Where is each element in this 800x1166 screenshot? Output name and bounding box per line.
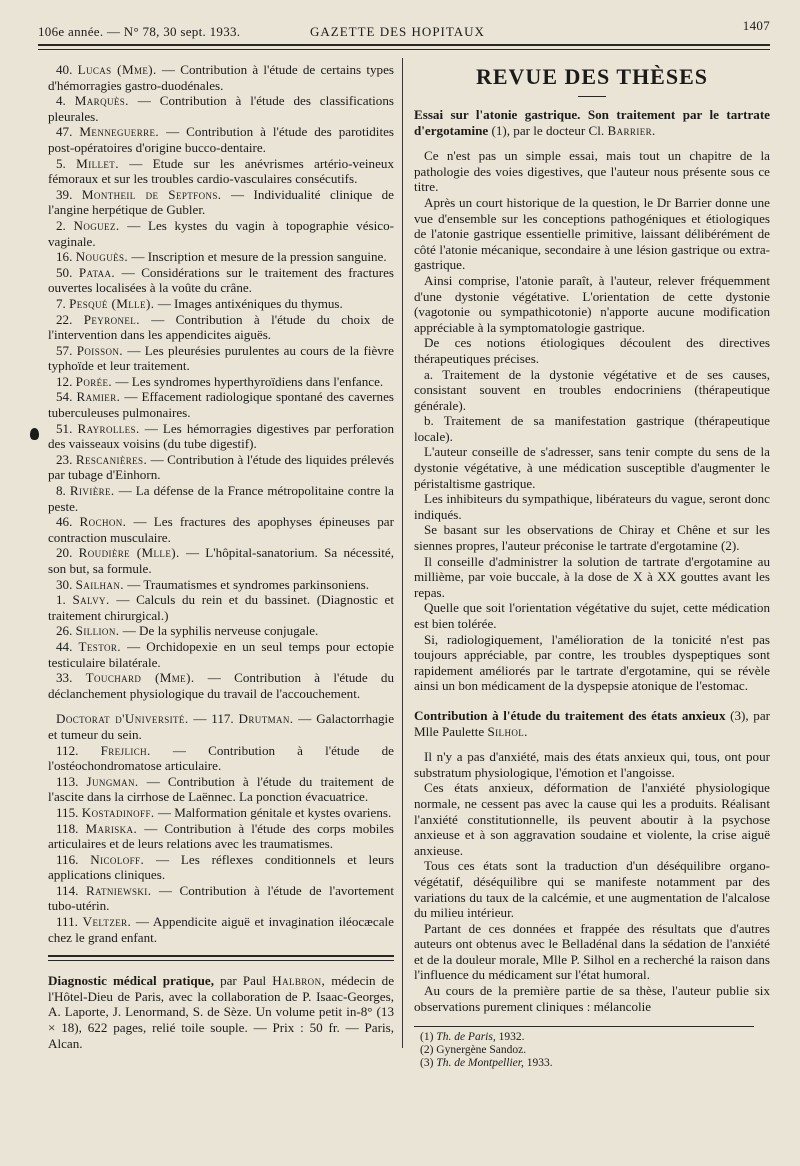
entry-author: Montheil de Septfons. <box>81 186 222 202</box>
column-divider <box>402 58 403 1048</box>
entry-author: Mariska. <box>85 820 138 836</box>
entry-title: — Individualité clinique de l'angine herpétique de Gubler. <box>48 186 394 218</box>
pointing-hand-icon <box>30 428 39 440</box>
issue-info: 106e année. — N° 78, 30 sept. 1933. <box>38 24 241 39</box>
entry-title: — Contribution à l'étude du déclanchement physiologique du travail de l'accouchement. <box>48 670 395 701</box>
list-item <box>48 805 394 821</box>
list-item <box>48 124 394 155</box>
entry-title: — Contribution à l'étude de certains types d'hémorragies gastro-duodénales. <box>48 62 394 93</box>
entry-number: 16. <box>56 249 73 265</box>
list-item <box>48 265 394 296</box>
paragraph: Partant de ces données et frappée des résultats que d'autres auteurs ont obtenus avec le Belladénal dans la sédation de l'anxiété et de la douleur morale, Mlle P. Silhol en a recherché la raison dans l'influence du médicament sur l'état humoral. <box>414 920 770 983</box>
entry-number: 30. <box>56 576 73 592</box>
footnote-text: 1932. <box>498 1031 525 1044</box>
entry-author: Sillion. <box>75 623 120 639</box>
footnote-source: Th. de Paris, <box>436 1031 496 1044</box>
entry-title: — De la syphilis nerveuse conjugale. <box>122 623 319 639</box>
list-item <box>48 545 394 576</box>
entry-title: — Calculs du rein et du bassinet. (Diagnostic et traitement chirurgical.) <box>48 592 394 623</box>
entry-title: — L'hôpital-sanatorium. Sa nécessité, son but, sa formule. <box>48 545 394 576</box>
entry-author: Roudière (Mlle). <box>78 545 180 561</box>
thesis-list <box>48 62 394 701</box>
entry-number: 5. <box>56 155 66 171</box>
entry-author: Lucas (Mme). <box>77 62 157 77</box>
paragraph: Il n'y a pas d'anxiété, mais des états anxieux qui, tous, ont pour substratum physiologique, l'émotion et l'angoisse. <box>414 749 770 780</box>
list-item <box>48 187 394 218</box>
entry-number: 12. <box>56 373 73 389</box>
list-item <box>48 421 394 452</box>
paragraph: Les inhibiteurs du sympathique, libérateurs du vague, seront donc indiqués. <box>414 491 770 522</box>
article1-body <box>414 148 770 694</box>
header-rule-thin <box>38 49 770 50</box>
entry-title: — Contribution à l'étude des liquides prélevés par tubage d'Einhorn. <box>48 451 394 483</box>
footnotes <box>414 1031 770 1070</box>
entry-title: — Appendicite aiguë et invagination iléocæcale chez le grand enfant. <box>48 914 394 945</box>
entry-title: — Images antixéniques du thymus. <box>157 295 343 311</box>
entry-number: 112. <box>56 742 79 758</box>
list-item <box>48 249 394 265</box>
list-item <box>48 156 394 187</box>
doctorat-first-entry <box>48 711 394 742</box>
footnote-number: (2) <box>420 1044 434 1057</box>
entry-title: — Les hémorragies digestives par perforation des vaisseaux voisins (du tube digestif). <box>48 420 395 452</box>
entry-author: Poisson. <box>76 342 123 358</box>
entry-title: — Malformation génitale et kystes ovariens. <box>157 804 392 820</box>
footnote-number: (1) <box>420 1031 434 1044</box>
article1-heading: Essai sur l'atonie gastrique. Son traitement par le tartrate d'ergotamine <box>414 107 770 138</box>
paragraph: Il conseille d'administrer la solution de tartrate d'ergotamine au millième, par voie buccale, à la dose de X à XX gouttes avant les repas. <box>414 553 770 600</box>
list-item <box>48 452 394 483</box>
article2-author: Silhol. <box>487 723 528 739</box>
entry-title: — Contribution à l'étude des parotidites post-opératoires d'origine bucco-dentaire. <box>48 124 394 155</box>
paragraph: Se basant sur les observations de Chiray et Chêne et sur les siennes propres, l'auteur préconise le tartrate d'ergotamine (2). <box>414 522 770 554</box>
book-author: Halbron, <box>272 973 326 989</box>
entry-author: Noguez. <box>73 217 120 233</box>
entry-title: — Contribution à l'étude des classifications pleurales. <box>48 93 394 124</box>
article1-by: par le docteur Cl. <box>513 122 605 138</box>
list-item <box>48 883 394 914</box>
entry-title: — Inscription et mesure de la pression sanguine. <box>131 249 387 265</box>
entry-number: 26. <box>56 623 73 639</box>
section-rule <box>48 955 394 957</box>
entry-number: 57. <box>56 342 73 358</box>
entry-number: 1. <box>56 592 66 608</box>
entry-author: Ramier. <box>76 389 121 405</box>
entry-title: — Considérations sur le traitement des fractures ouvertes localisées à la voûte du crâne. <box>48 264 394 296</box>
entry-author: Sailhan. <box>75 576 124 592</box>
entry-author: Nicoloff. <box>90 851 145 867</box>
entry-author: Salvy. <box>72 592 110 608</box>
paragraph: Ainsi comprise, l'atonie paraît, à l'auteur, relever fréquemment d'une dystonie végétative. L'orientation de cette dystonie (vagotonie ou sympathicotonie) n'apporte aucune modification appréciable à la symptomatologie gastrique. <box>414 272 770 335</box>
entry-number: 54. <box>56 389 73 405</box>
entry-number: 33. <box>56 670 73 686</box>
entry-author: Rivière. <box>69 483 115 499</box>
entry-title: — Les kystes du vagin à topographie vésico-vaginale. <box>48 217 394 249</box>
list-item <box>48 577 394 593</box>
section-rule-thin <box>48 960 394 961</box>
entry-title: — La défense de la France métropolitaine contre la peste. <box>48 483 394 514</box>
entry-author: Frejlich. <box>100 742 151 758</box>
paragraph: Ce n'est pas un simple essai, mais tout un chapitre de la pathologie des voies digestives, que l'auteur nous présente sous ce titre. <box>414 148 770 195</box>
book-notice <box>48 973 394 1051</box>
article2-heading: Contribution à l'étude du traitement des états anxieux <box>414 707 726 723</box>
entry-number: — 117. <box>193 711 234 727</box>
entry-author: Pesqué (Mlle). <box>69 295 155 311</box>
article1-ref: (1), <box>491 122 511 138</box>
paragraph: b. Traitement de sa manifestation gastrique (thérapeutique locale). <box>414 413 770 444</box>
paragraph: Au cours de la première partie de sa thèse, l'auteur publie six observations purement cliniques : mélancolie <box>414 983 770 1014</box>
article2-ref: (3), <box>730 707 749 723</box>
entry-number: 114. <box>56 882 79 898</box>
entry-number: 118. <box>56 820 79 836</box>
list-item <box>48 374 394 390</box>
entry-author: Rochon. <box>79 514 127 530</box>
entry-number: 111. <box>56 914 78 930</box>
page-number: 1407 <box>742 18 770 33</box>
list-item <box>48 343 394 374</box>
list-item <box>48 218 394 249</box>
footnote <box>420 1057 770 1070</box>
entry-author: Menneguerre. <box>79 124 160 140</box>
article2-by: par Mlle Paulette <box>414 707 771 739</box>
entry-number: 7. <box>56 295 66 311</box>
book-by: par Paul <box>220 973 267 989</box>
entry-title: — Contribution à l'étude du traitement de l'ascite dans la cirrhose de Laënnec. La ponction évacuatrice. <box>48 773 394 805</box>
header-rule <box>38 44 770 46</box>
entry-author: Nouguès. <box>75 249 129 265</box>
list-item <box>48 670 394 701</box>
entry-title: — Orchidopexie en un seul temps pour ectopie testiculaire bilatérale. <box>48 638 394 670</box>
paragraph: Si, radiologiquement, l'amélioration de la tonicité n'est pas toujours appréciable, par contre, les troubles dyspeptiques sont rapidement améliorés par le tartrate d'ergotamine, qui se révèle ainsi un bon médicament de la dyspepsie atonique de l'estomac. <box>414 631 770 694</box>
entry-author: Rescanières. <box>75 451 148 467</box>
list-item <box>48 312 394 343</box>
list-item <box>48 639 394 670</box>
list-item <box>48 914 394 945</box>
entry-number: 22. <box>56 311 73 327</box>
entry-title: — Les syndromes hyperthyroïdiens dans l'enfance. <box>115 373 384 389</box>
journal-title: GAZETTE DES HOPITAUX <box>310 24 485 39</box>
entry-author: Peyronel. <box>83 311 140 327</box>
article1-author: Barrier. <box>607 122 656 138</box>
page-header <box>38 18 770 44</box>
right-column <box>414 62 770 1070</box>
paragraph: L'auteur conseille de s'adresser, sans tenir compte du sens de la dystonie végétative, à une médication susceptible d'augmenter le péristaltisme gastrique. <box>414 444 770 491</box>
entry-number: 113. <box>56 773 79 789</box>
footnote-rule <box>414 1026 754 1027</box>
paragraph: Quelle que soit l'orientation végétative du sujet, cette médication est bien tolérée. <box>414 600 770 631</box>
entry-author: Jungman. <box>86 773 139 789</box>
entry-title: — Contribution à l'étude de l'avortement tubo-utérin. <box>48 882 394 914</box>
paragraph: De ces notions étiologiques découlent des directives thérapeutiques précises. <box>414 335 770 366</box>
entry-number: 23. <box>56 451 73 467</box>
list-item <box>48 623 394 639</box>
entry-number: 46. <box>56 514 73 530</box>
entry-author: Touchard (Mme). <box>85 670 195 686</box>
entry-number: 20. <box>56 545 73 561</box>
footnote-text: 1933. <box>526 1057 553 1070</box>
entry-author: Testor. <box>78 638 121 654</box>
list-item <box>48 62 394 93</box>
book-details: médecin de l'Hôtel-Dieu de Paris, avec la collaboration de P. Isaac-Georges, A. Laporte, J. Lenormand, S. de Sèze. Un volume petit in-8° (13 × 18), 622 pages, relié toile souple. — Prix : 50 fr. — Paris, Alcan. <box>48 973 395 1051</box>
article2-title <box>414 708 770 739</box>
entry-title: — Contribution à l'étude du choix de l'intervention dans les appendicites aiguës. <box>48 311 394 343</box>
entry-title: — Contribution à l'étude des corps mobiles articulaires et de leurs relations avec les traumatismes. <box>48 820 394 852</box>
entry-title: — Les réflexes conditionnels et leurs applications cliniques. <box>48 851 395 883</box>
entry-author: Veltzer. <box>82 914 132 930</box>
entry-number: 2. <box>56 217 66 233</box>
list-item <box>48 852 394 883</box>
left-column <box>48 62 394 1064</box>
entry-author: Millet. <box>76 155 119 171</box>
entry-number: 50. <box>56 264 73 280</box>
review-section-title: REVUE DES THÈSES <box>475 64 708 89</box>
entry-number: 51. <box>56 420 73 436</box>
footnote <box>420 1044 770 1057</box>
list-item <box>48 483 394 514</box>
entry-number: 40. <box>56 62 73 77</box>
entry-title: — Traumatismes et syndromes parkinsoniens. <box>127 576 370 592</box>
entry-title: — Les fractures des apophyses épineuses par contraction musculaire. <box>48 514 394 545</box>
entry-title: — Les pleurésies purulentes au cours de la fièvre typhoïde et leur traitement. <box>48 342 394 374</box>
footnote-text: Gynergène Sandoz. <box>436 1044 527 1057</box>
entry-author: Rayrolles. <box>77 420 140 436</box>
entry-number: 39. <box>56 186 73 202</box>
list-item <box>48 774 394 805</box>
title-rule <box>578 96 606 97</box>
entry-author: Drutman. <box>238 711 294 727</box>
article1-title <box>414 107 770 138</box>
article2-body <box>414 749 770 1014</box>
list-item <box>48 389 394 420</box>
paragraph: Tous ces états sont la traduction d'un déséquilibre organo-végétatif, déséquilibre qui se manifeste notamment par des variations du taux de la calcémie, et une augmentation de l'alcalose du milieu intérieur. <box>414 858 770 921</box>
entry-number: 115. <box>56 804 79 820</box>
list-item <box>48 514 394 545</box>
footnote-source: Th. de Montpellier, <box>436 1057 524 1070</box>
paragraph: a. Traitement de la dystonie végétative et de ses causes, consistant souvent en troubles endocriniens (thérapeutique générale). <box>414 366 770 413</box>
entry-title: — Galactorrhagie et tumeur du sein. <box>48 711 395 742</box>
entry-author: Ratniewski. <box>85 882 152 898</box>
entry-number: 4. <box>56 93 66 109</box>
list-item <box>48 93 394 124</box>
list-item <box>48 296 394 312</box>
paragraph: Ces états anxieux, déformation de l'anxiété physiologique normale, ne cessent pas avec la cause qui les a produits. Réalisant l'anxiété constitutionnelle, ils peuvent aboutir à la psychose anxieuse et à son aggravation soudaine et violente, la crise aiguë anxieuse. <box>414 780 770 858</box>
paragraph: Après un court historique de la question, le Dr Barrier donne une vue d'ensemble sur les conceptions pathogéniques et étiologiques de l'atonie gastrique essentielle primitive, laissant délibérément de côté l'atonie mécanique, secondaire à une lésion gastrique ou extra-gastrique. <box>414 194 770 273</box>
entry-author: Marquès. <box>74 93 129 109</box>
entry-title: — Effacement radiologique spontané des cavernes tuberculeuses pulmonaires. <box>48 389 394 421</box>
entry-title: — Etude sur les anévrismes artério-veineux fémoraux et sur les troubles cardio-vasculaires consécutifs. <box>48 155 394 187</box>
doctorat-heading: Doctorat d'Université. <box>56 711 189 727</box>
entry-number: 44. <box>56 638 73 654</box>
doctorat-list <box>48 743 394 946</box>
book-title: Diagnostic médical pratique, <box>48 973 214 989</box>
entry-number: 47. <box>56 124 73 140</box>
list-item <box>48 592 394 623</box>
list-item <box>48 743 394 774</box>
entry-title: — Contribution à l'étude de l'ostéochondromatose articulaire. <box>48 742 394 774</box>
footnote <box>420 1031 770 1044</box>
entry-author: Kostadinoff. <box>81 804 155 820</box>
entry-author: Porée. <box>75 373 113 389</box>
list-item <box>48 821 394 852</box>
footnote-number: (3) <box>420 1057 434 1070</box>
entry-number: 116. <box>56 851 79 867</box>
entry-author: Pataa. <box>78 264 116 280</box>
entry-number: 8. <box>56 483 66 499</box>
